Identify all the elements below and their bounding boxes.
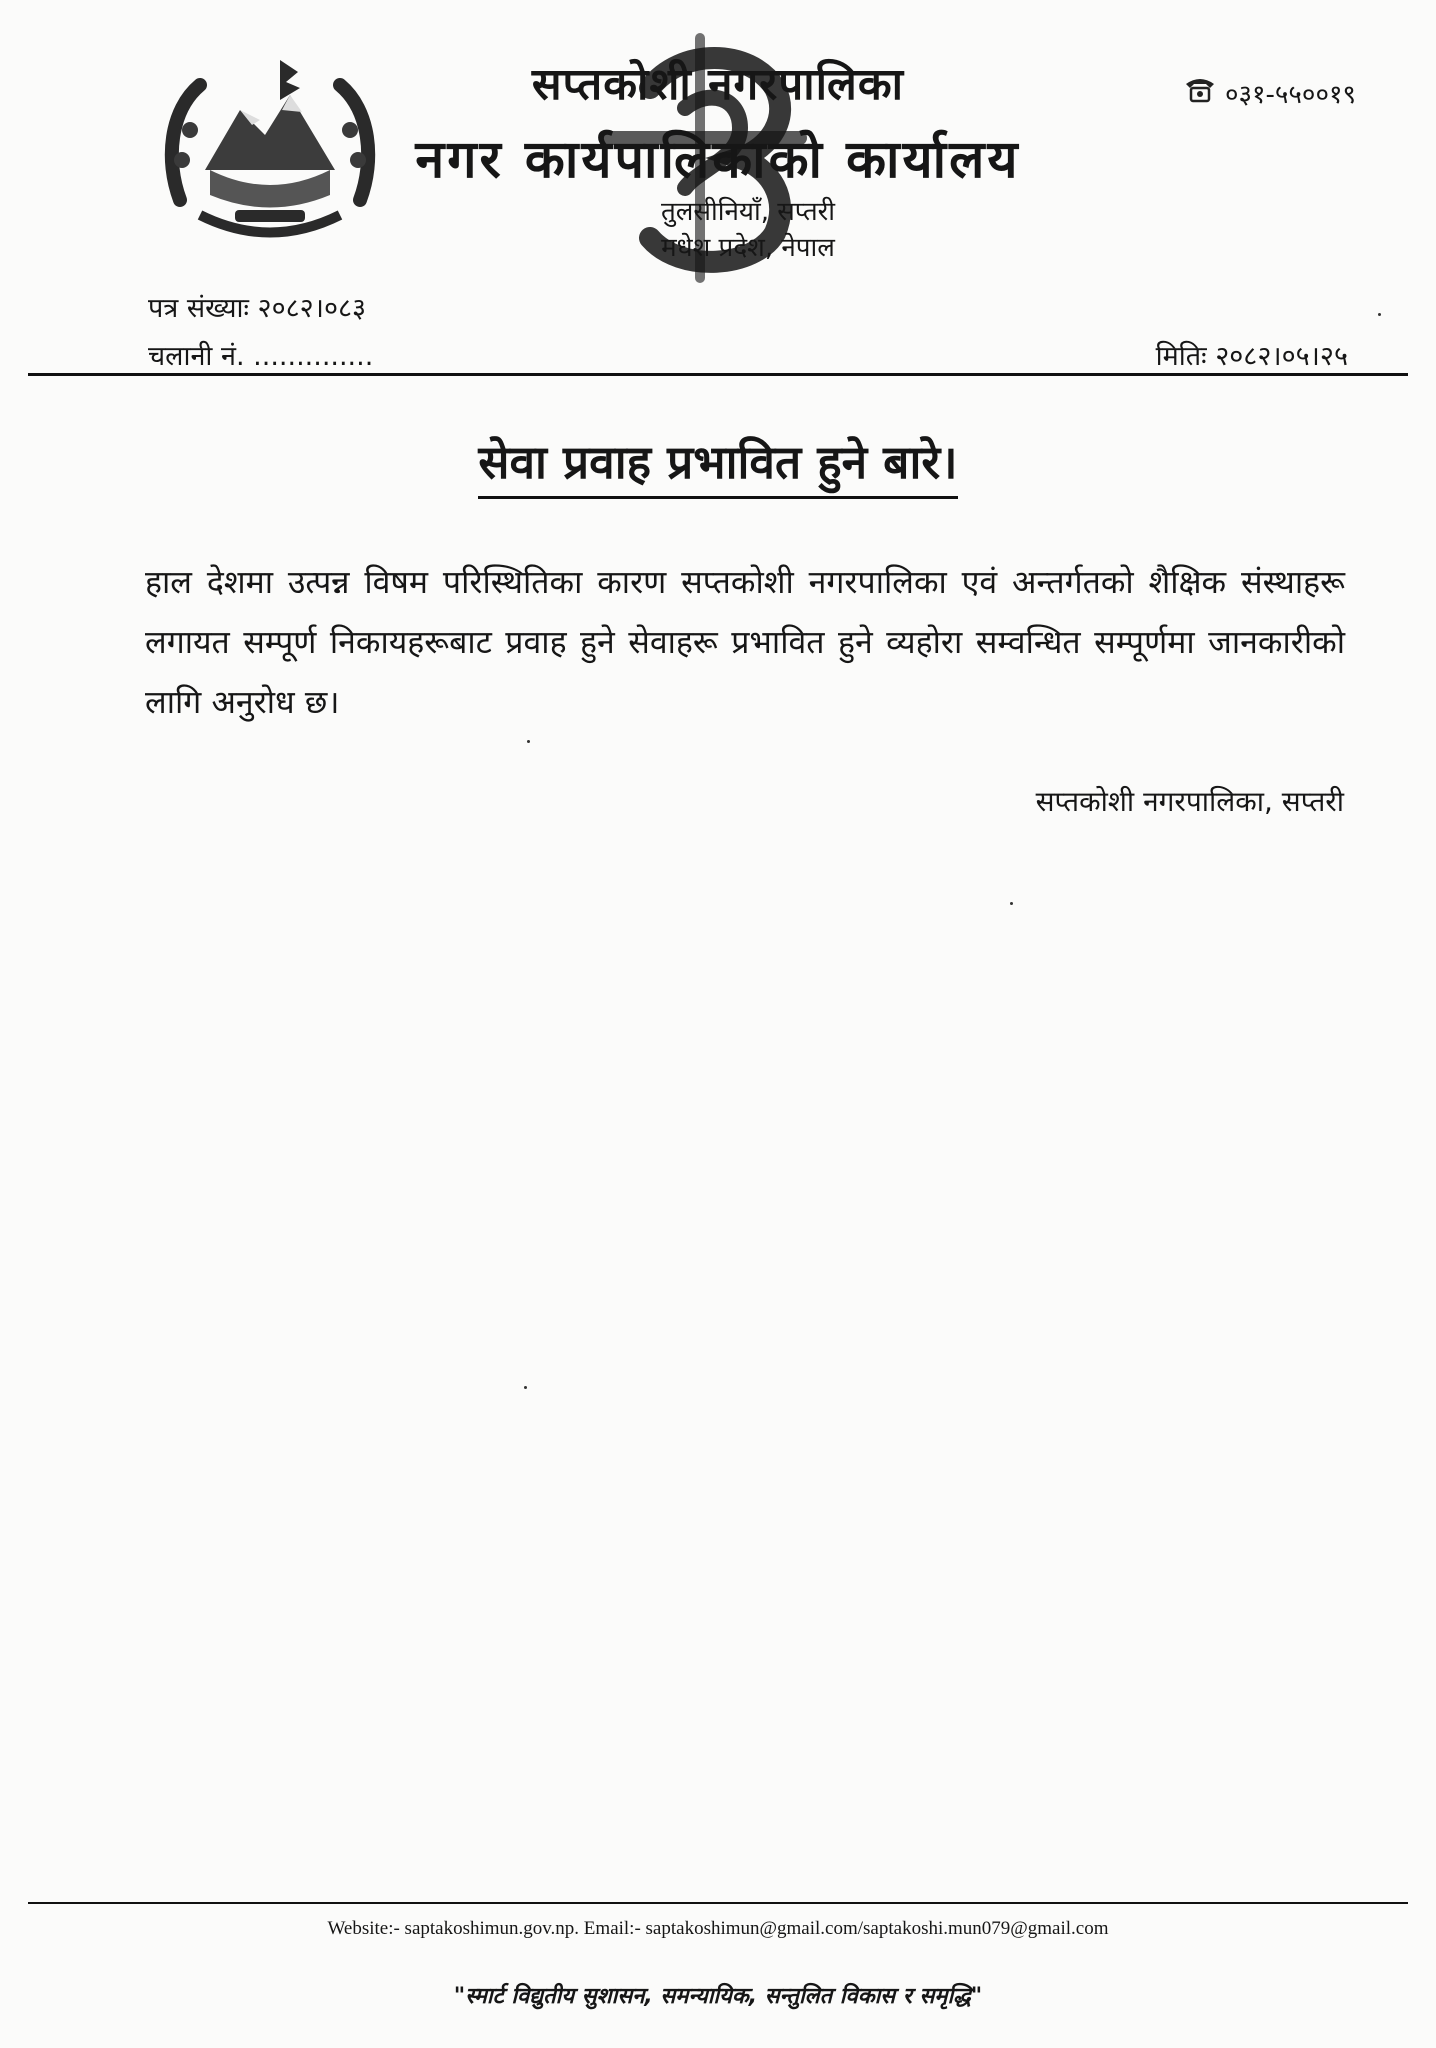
address-line-2: मधेश प्रदेश, नेपाल <box>661 233 835 263</box>
footer-divider <box>28 1902 1408 1904</box>
dispatch-number: चलानी नं. .............. <box>148 341 374 372</box>
speck <box>1378 313 1381 316</box>
speck <box>1010 902 1013 905</box>
address-line-1: तुलसीनियाँ, सप्तरी <box>660 197 836 227</box>
signature-block: सप्तकोशी नगरपालिका, सप्तरी <box>1035 785 1344 818</box>
footer-motto: "स्मार्ट विद्युतीय सुशासन, समन्यायिक, सन्तुलित विकास र समृद्धि" <box>453 1984 983 2009</box>
telephone-icon <box>1183 74 1217 111</box>
phone-number: ०३१-५५००१९ <box>1224 79 1356 110</box>
office-name: नगर कार्यपालिकाको कार्यालय <box>415 130 1021 190</box>
phone-contact <box>1183 74 1356 111</box>
header-divider <box>28 373 1408 376</box>
letter-date: मितिः २०८२।०५।२५ <box>1155 341 1348 372</box>
footer-contact: Website:- saptakoshimun.gov.np. Email:- saptakoshimun@gmail.com/saptakoshi.mun079@gmail.com <box>327 1918 1109 1939</box>
subject-heading <box>0 430 1436 499</box>
body-paragraph: हाल देशमा उत्पन्न विषम परिस्थितिका कारण सप्तकोशी नगरपालिका एवं अन्तर्गतको शैक्षिक संस्थाहरू लगायत सम्पूर्ण निकायहरूबाट प्रवाह हुने सेवाहरू प्रभावित हुने व्यहोरा सम्वन्धित सम्पूर्णमा जानकारीको लागि अनुरोध छ। <box>145 563 1345 721</box>
organization-name: सप्तकोशी नगरपालिका <box>531 59 905 110</box>
speck <box>527 740 530 743</box>
subject-text: सेवा प्रवाह प्रभावित हुने बारे। <box>478 430 957 499</box>
letter-number: पत्र संख्याः २०८२।०८३ <box>148 293 367 324</box>
speck <box>524 1386 527 1389</box>
